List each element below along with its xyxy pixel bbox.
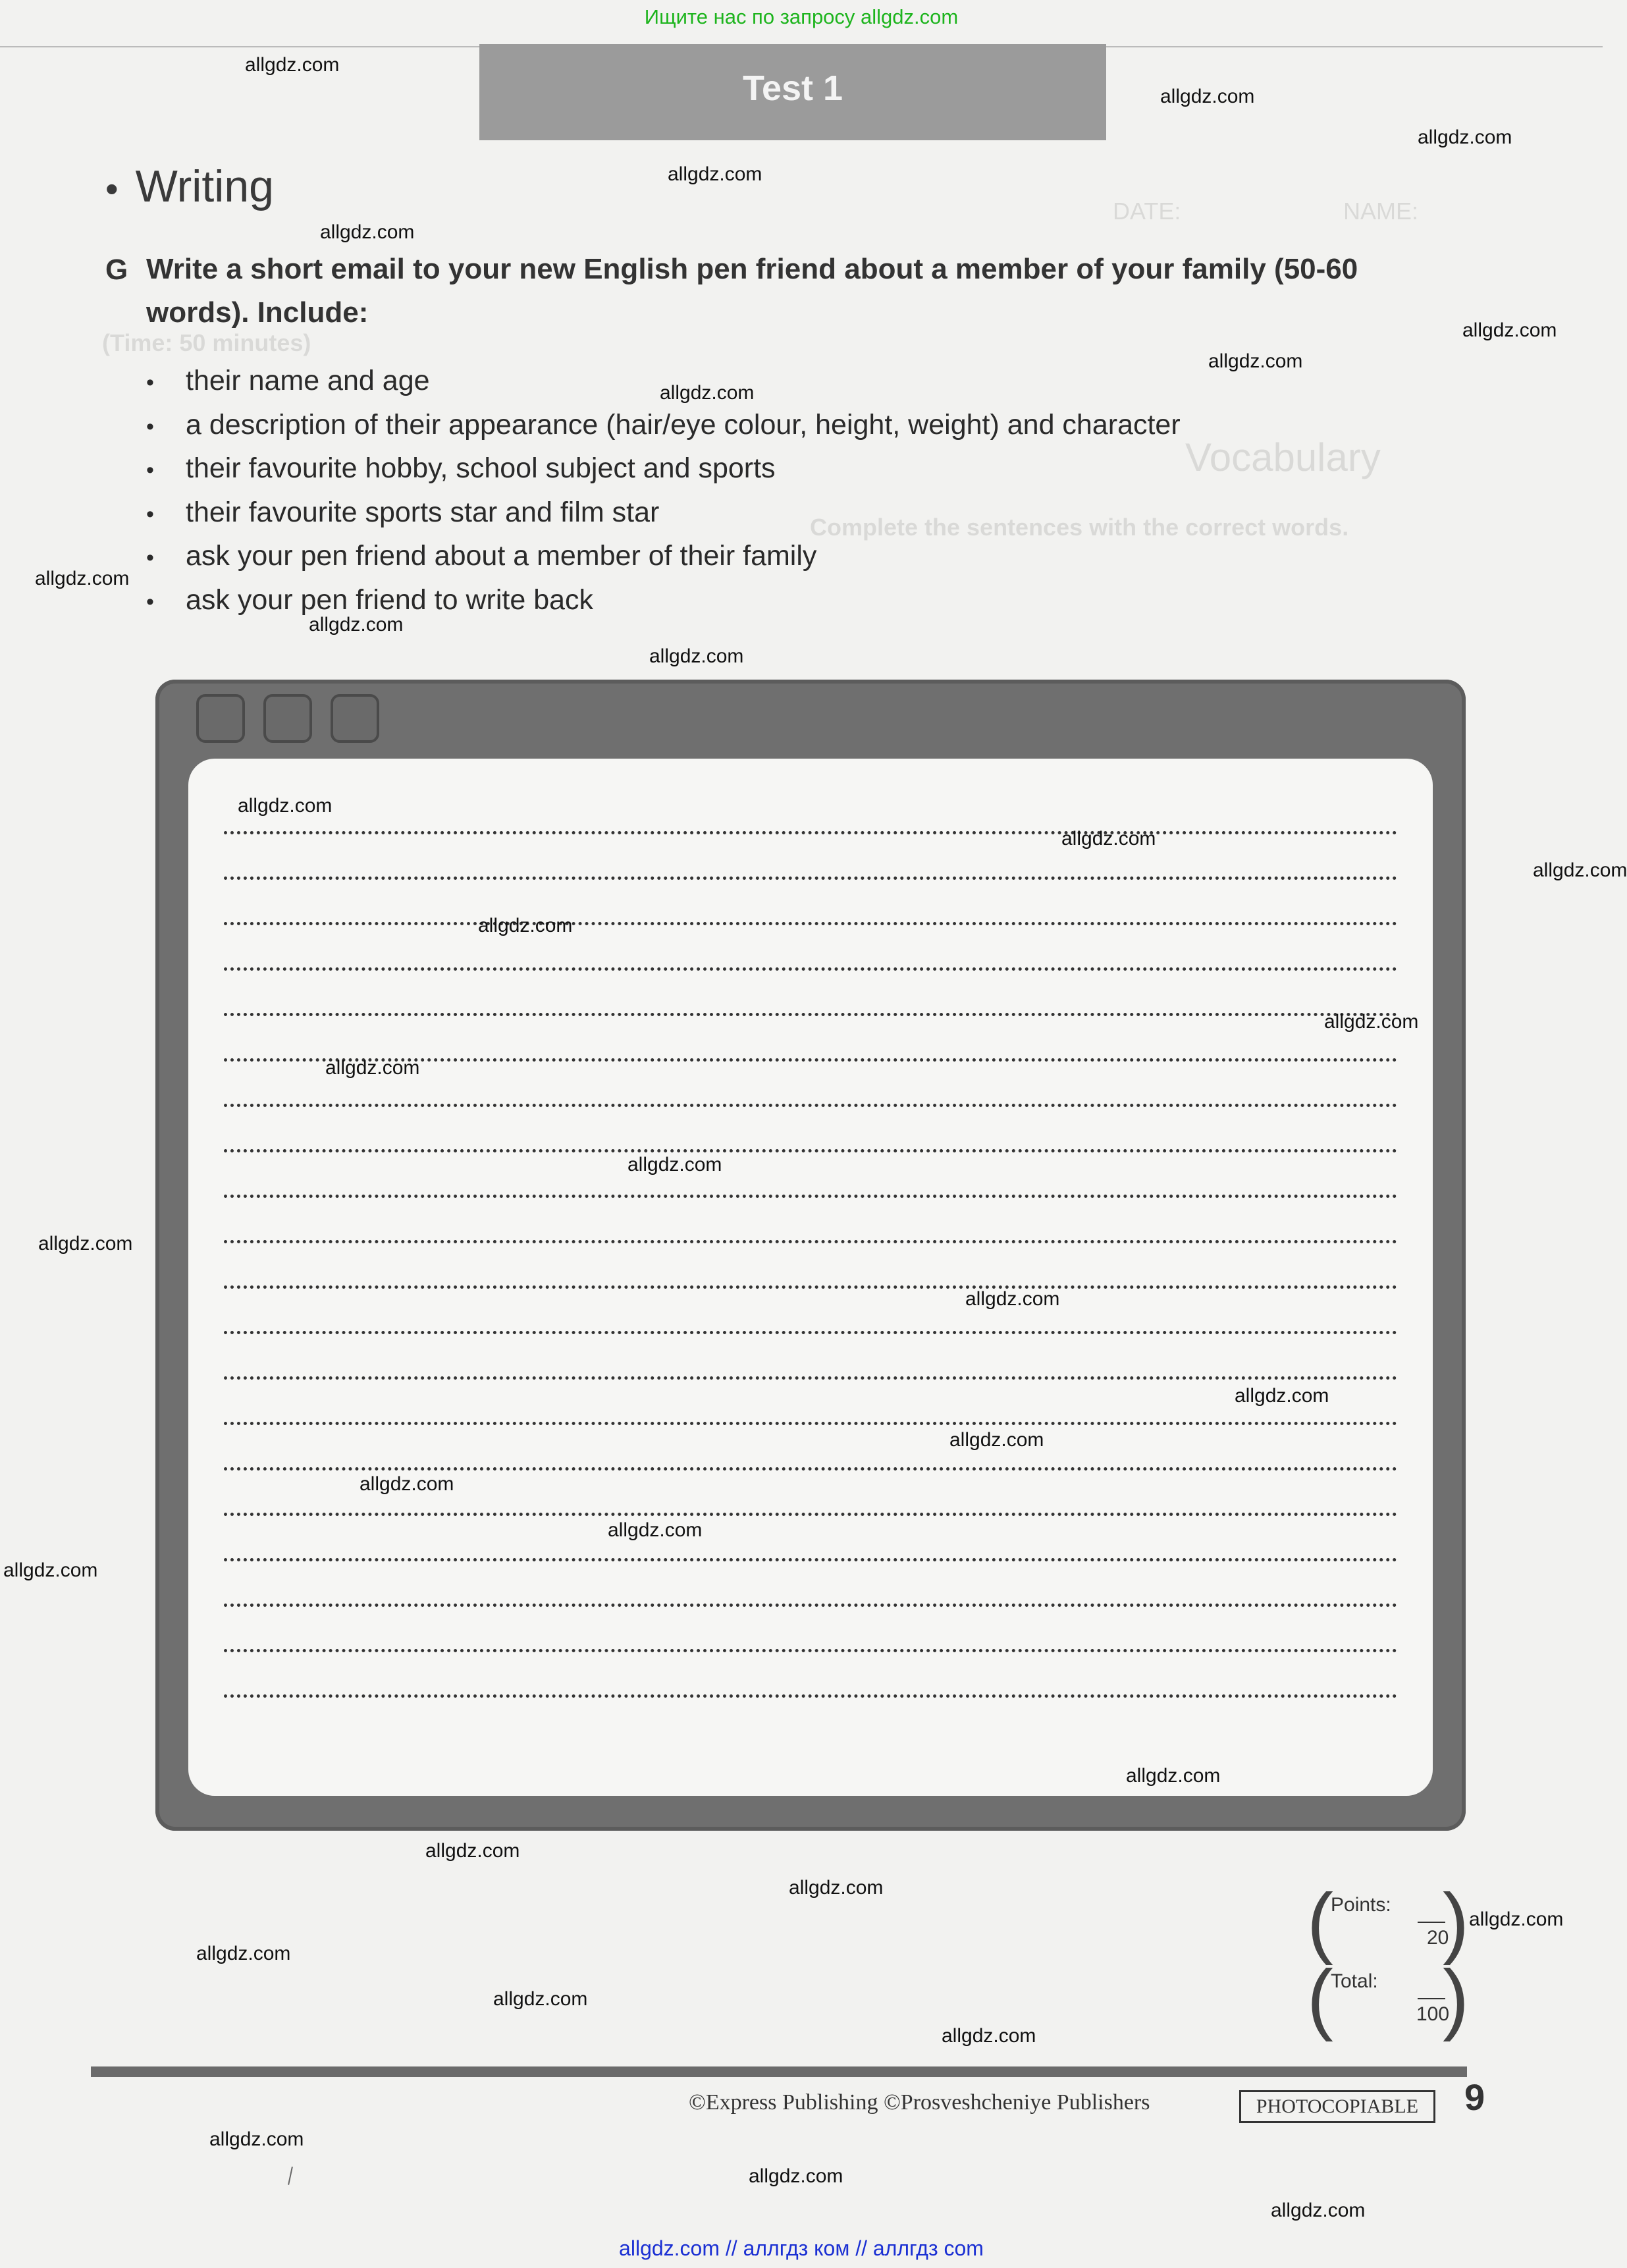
watermark: allgdz.com <box>1533 859 1627 881</box>
section-bullet: • <box>105 168 119 209</box>
email-writing-area[interactable] <box>188 759 1433 1796</box>
watermark: allgdz.com <box>949 1429 1044 1451</box>
watermark: allgdz.com <box>965 1288 1060 1310</box>
watermark: allgdz.com <box>493 1988 588 2010</box>
watermark: allgdz.com <box>360 1473 454 1495</box>
publishers: ©Express Publishing ©Prosveshcheniye Publishers <box>689 2090 1150 2115</box>
watermark: allgdz.com <box>478 915 573 936</box>
writing-line[interactable] <box>224 967 1397 971</box>
watermark: allgdz.com <box>627 1154 722 1175</box>
watermark: allgdz.com <box>196 1943 291 1964</box>
writing-line[interactable] <box>224 1558 1397 1561</box>
watermark: allgdz.com <box>660 382 755 404</box>
writing-line[interactable] <box>224 1604 1397 1607</box>
writing-line[interactable] <box>224 1104 1397 1107</box>
writing-line[interactable] <box>224 1649 1397 1652</box>
ghost-time-label: (Time: 50 minutes) <box>102 329 311 356</box>
watermark: allgdz.com <box>320 221 415 243</box>
watermark: allgdz.com <box>942 2025 1036 2047</box>
pencil-mark <box>288 2167 293 2185</box>
points-close-paren: ) <box>1443 1877 1469 1966</box>
total-label: Total: <box>1331 1970 1378 1992</box>
writing-line[interactable] <box>224 1694 1397 1698</box>
writing-line[interactable] <box>224 1422 1397 1425</box>
ghost-task-a: Complete the sentences with the correct words. <box>810 514 1349 541</box>
total-open-paren: ( <box>1307 1954 1333 2042</box>
include-item: • ask your pen friend about a member of their family <box>146 540 817 572</box>
watermark: allgdz.com <box>1324 1011 1419 1033</box>
photocopiable-badge: PHOTOCOPIABLE <box>1239 2090 1435 2123</box>
watermark: allgdz.com <box>38 1233 133 1255</box>
watermark: allgdz.com <box>245 54 340 76</box>
total-max: 100 <box>1416 2003 1450 2025</box>
watermark: allgdz.com <box>1271 2200 1366 2221</box>
watermark: allgdz.com <box>309 614 404 635</box>
watermark: allgdz.com <box>649 645 744 667</box>
watermark: allgdz.com <box>1469 1908 1564 1930</box>
writing-line[interactable] <box>224 1331 1397 1334</box>
points-open-paren: ( <box>1307 1877 1333 1966</box>
watermark: allgdz.com <box>1160 86 1255 107</box>
footer-rule <box>91 2066 1467 2077</box>
writing-line[interactable] <box>224 1376 1397 1380</box>
watermark: allgdz.com <box>1235 1385 1329 1407</box>
include-item: • their favourite hobby, school subject and sports <box>146 452 776 484</box>
section-title-text: Writing <box>135 161 274 211</box>
email-window <box>155 680 1466 1831</box>
page-number: 9 <box>1464 2076 1485 2118</box>
include-item: • ask your pen friend to write back <box>146 583 594 616</box>
section-title <box>105 161 274 212</box>
watermark: allgdz.com <box>209 2128 304 2150</box>
writing-line[interactable] <box>224 1513 1397 1516</box>
writing-line[interactable] <box>224 1013 1397 1016</box>
include-item: • their favourite sports star and film star <box>146 496 660 528</box>
include-item: • a description of their appearance (hair/eye colour, height, weight) and character <box>146 408 1181 441</box>
watermark: allgdz.com <box>1061 828 1156 850</box>
writing-line[interactable] <box>224 922 1397 925</box>
test-header <box>479 44 1106 140</box>
watermark: allgdz.com <box>1126 1765 1221 1787</box>
top-banner[interactable]: Ищите нас по запросу allgdz.com <box>644 5 959 28</box>
watermark: allgdz.com <box>1208 350 1303 372</box>
watermark: allgdz.com <box>1418 126 1512 148</box>
watermark: allgdz.com <box>325 1057 420 1079</box>
task-letter: G <box>105 254 128 286</box>
task-instructions: Write a short email to your new English pen friend about a member of your family (50-60 words). Include: <box>146 253 1358 329</box>
watermark: allgdz.com <box>668 163 762 185</box>
total-fraction-line <box>1418 1998 1445 1999</box>
watermark: allgdz.com <box>3 1559 98 1581</box>
window-button-3 <box>331 694 379 743</box>
points-label: Points: <box>1331 1894 1391 1916</box>
writing-line[interactable] <box>224 877 1397 880</box>
bottom-banner[interactable]: allgdz.com // аллгдз ком // аллгдз com <box>619 2236 984 2260</box>
writing-line[interactable] <box>224 1240 1397 1243</box>
include-item: • their name and age <box>146 365 430 396</box>
points-max: 20 <box>1427 1927 1449 1949</box>
window-button-1 <box>196 694 245 743</box>
writing-line[interactable] <box>224 1149 1397 1152</box>
writing-line[interactable] <box>224 1195 1397 1198</box>
watermark: allgdz.com <box>749 2165 843 2187</box>
writing-line[interactable] <box>224 1285 1397 1289</box>
watermark: allgdz.com <box>425 1840 520 1862</box>
ghost-name-label: NAME: <box>1343 198 1419 225</box>
total-close-paren: ) <box>1443 1954 1469 2042</box>
ghost-date-label: DATE: <box>1113 198 1181 225</box>
watermark: allgdz.com <box>238 795 333 817</box>
window-button-2 <box>263 694 312 743</box>
watermark: allgdz.com <box>789 1877 884 1899</box>
watermark: allgdz.com <box>1462 319 1557 341</box>
test-title: Test 1 <box>742 68 843 108</box>
writing-line[interactable] <box>224 1467 1397 1471</box>
writing-line[interactable] <box>224 831 1397 834</box>
watermark: allgdz.com <box>35 568 130 589</box>
watermark: allgdz.com <box>608 1519 703 1541</box>
score-box <box>1307 1877 1469 2042</box>
ghost-vocabulary-heading: Vocabulary <box>1185 435 1381 479</box>
points-fraction-line <box>1418 1922 1445 1923</box>
